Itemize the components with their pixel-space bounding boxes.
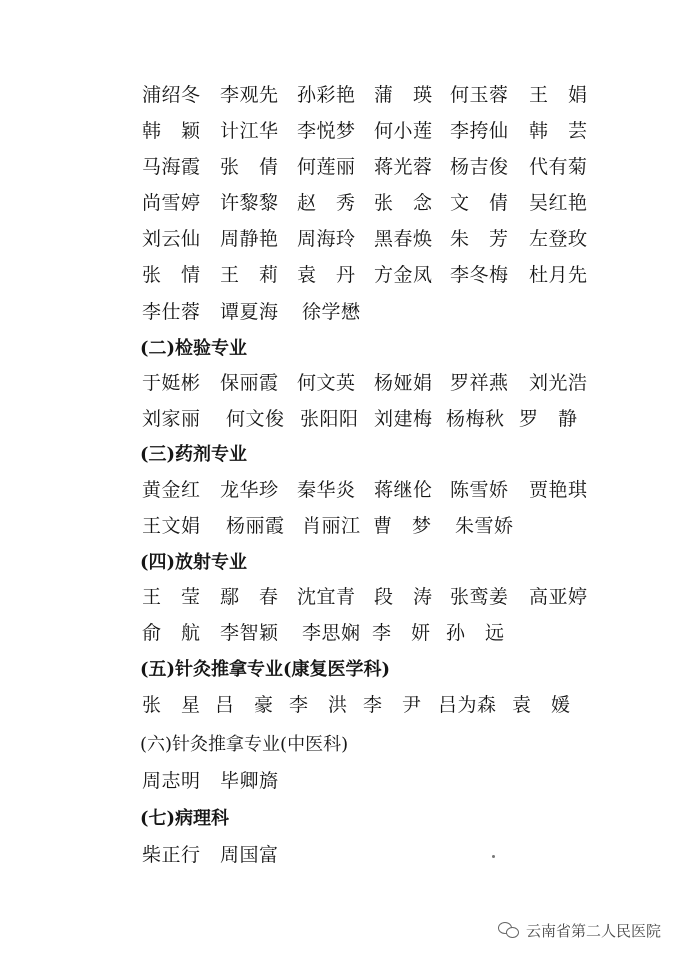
person-name: 保丽霞 [220, 372, 279, 394]
person-name: 肖丽江 [302, 515, 361, 537]
person-name: 马海霞 [142, 156, 201, 178]
person-name: 何小莲 [374, 120, 433, 142]
person-name: 蒋继伦 [374, 479, 433, 501]
person-name: 张 倩 [220, 156, 279, 178]
person-name: 尚雪婷 [142, 192, 201, 214]
person-name: 谭夏海 [220, 301, 279, 323]
person-name: 杨丽霞 [226, 515, 285, 537]
section-heading: (六)针灸推拿专业(中医科) [140, 734, 349, 755]
person-name: 李思娴 [302, 622, 361, 644]
person-name: 韩 颖 [142, 120, 201, 142]
person-name: 李仕蓉 [142, 301, 201, 323]
person-name: 蒋光蓉 [374, 156, 433, 178]
person-name: 刘建梅 [374, 408, 433, 430]
person-name: 何文俊 [226, 408, 285, 430]
person-name: 杨娅娟 [374, 372, 433, 394]
watermark-text: 云南省第二人民医院 [525, 921, 661, 940]
person-name: 王 莹 [142, 586, 201, 608]
person-name: 孙 远 [446, 622, 505, 644]
wechat-icon [498, 921, 520, 939]
person-name: 周国富 [220, 844, 279, 866]
person-name: 鄢 春 [220, 586, 279, 608]
person-name: 李观先 [220, 84, 279, 106]
person-name: 俞 航 [142, 622, 201, 644]
person-name: 刘云仙 [142, 228, 201, 250]
person-name: 沈宜青 [297, 586, 356, 608]
person-name: 何莲丽 [297, 156, 356, 178]
person-name: 左登玫 [529, 228, 588, 250]
person-name: 陈雪娇 [450, 479, 509, 501]
section-heading: (二)检验专业 [140, 338, 248, 359]
person-name: 黄金红 [142, 479, 201, 501]
person-name: 张鸾姜 [450, 586, 509, 608]
scan-speck [492, 855, 495, 858]
person-name: 何文英 [297, 372, 356, 394]
person-name: 周志明 [142, 770, 201, 792]
person-name: 段 涛 [374, 586, 433, 608]
person-name: 张 情 [142, 264, 201, 286]
person-name: 何玉蓉 [450, 84, 509, 106]
person-name: 杨吉俊 [450, 156, 509, 178]
person-name: 王 娟 [529, 84, 588, 106]
person-name: 代有菊 [529, 156, 588, 178]
person-name: 刘家丽 [142, 408, 201, 430]
person-name: 袁 丹 [297, 264, 356, 286]
person-name: 杨梅秋 [446, 408, 505, 430]
person-name: 计江华 [220, 120, 279, 142]
person-name: 文 倩 [450, 192, 509, 214]
person-name: 韩 芸 [529, 120, 588, 142]
person-name: 黑春焕 [374, 228, 433, 250]
person-name: 袁 媛 [512, 694, 571, 716]
section-heading: (七)病理科 [140, 808, 230, 829]
person-name: 赵 秀 [297, 192, 356, 214]
person-name: 张 念 [374, 192, 433, 214]
person-name: 周静艳 [220, 228, 279, 250]
watermark [498, 918, 661, 942]
person-name: 罗祥燕 [450, 372, 509, 394]
person-name: 贾艳琪 [529, 479, 588, 501]
person-name: 王 莉 [220, 264, 279, 286]
person-name: 李 妍 [372, 622, 431, 644]
person-name: 王文娟 [142, 515, 201, 537]
person-name: 龙华珍 [220, 479, 279, 501]
person-name: 罗 静 [519, 408, 578, 430]
person-name: 柴正行 [142, 844, 201, 866]
person-name: 徐学懋 [302, 301, 361, 323]
person-name: 李 洪 [289, 694, 348, 716]
person-name: 吕 豪 [215, 694, 274, 716]
person-name: 浦绍冬 [142, 84, 201, 106]
person-name: 刘光浩 [529, 372, 588, 394]
person-name: 曹 梦 [373, 515, 432, 537]
person-name: 高亚婷 [529, 586, 588, 608]
person-name: 李悦梦 [297, 120, 356, 142]
person-name: 方金凤 [374, 264, 433, 286]
person-name: 吴红艳 [529, 192, 588, 214]
person-name: 李智颖 [220, 622, 279, 644]
section-heading: (五)针灸推拿专业(康复医学科) [140, 659, 391, 680]
person-name: 孙彩艳 [297, 84, 356, 106]
person-name: 李冬梅 [450, 264, 509, 286]
person-name: 吕为森 [438, 694, 497, 716]
person-name: 李 尹 [363, 694, 422, 716]
person-name: 杜月先 [529, 264, 588, 286]
person-name: 周海玲 [297, 228, 356, 250]
person-name: 李挎仙 [450, 120, 509, 142]
person-name: 许黎黎 [220, 192, 279, 214]
section-heading: (三)药剂专业 [140, 444, 248, 465]
person-name: 朱 芳 [450, 228, 509, 250]
person-name: 朱雪娇 [455, 515, 514, 537]
person-name: 毕卿旖 [220, 770, 279, 792]
section-heading: (四)放射专业 [140, 552, 248, 573]
person-name: 于娗彬 [142, 372, 201, 394]
person-name: 张 星 [142, 694, 201, 716]
person-name: 秦华炎 [297, 479, 356, 501]
person-name: 蒲 瑛 [374, 84, 433, 106]
person-name: 张阳阳 [300, 408, 359, 430]
